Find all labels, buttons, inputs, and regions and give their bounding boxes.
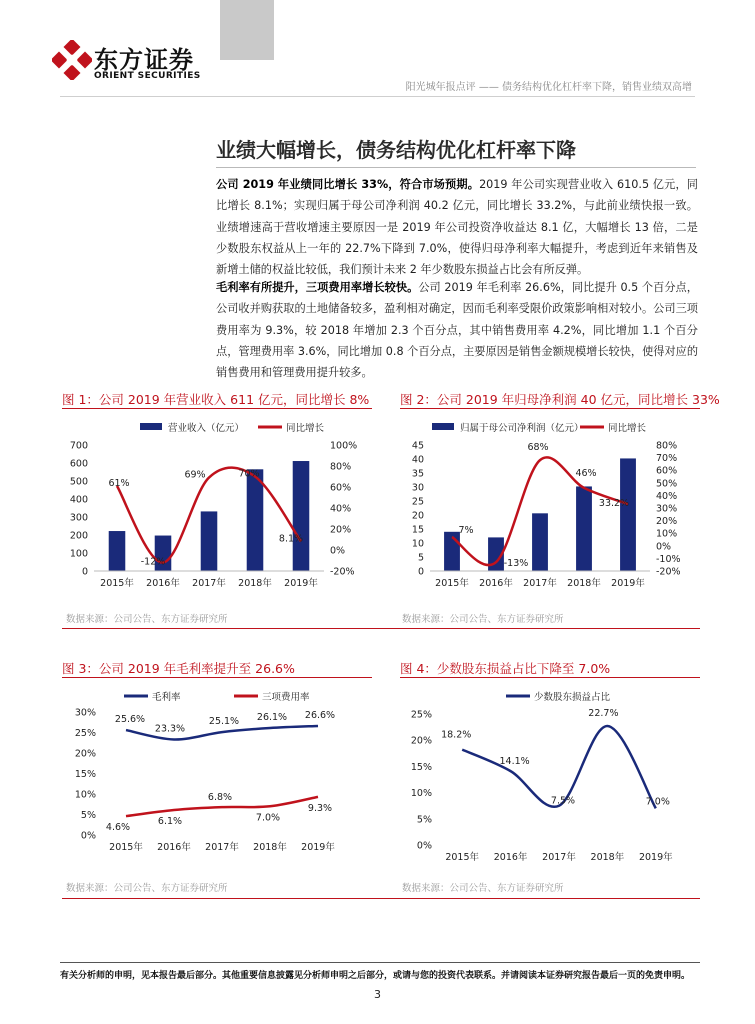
figure-4-rule xyxy=(400,677,700,678)
data-label: 68% xyxy=(527,442,549,454)
paragraph-2-body: 公司 2019 年毛利率 26.6%，同比提升 0.5 个百分点，公司收并购获取的土地储备较多，盈利相对确定，因而毛利率受限价政策影响相对较小。公司三项费用率为 9.3%，较 2018 年增加 2.3 个百分点，其中销售费用率 4.2%，同比增加 1.1 个百分点，管理费用率 3.6%，同比增加 0.8 个百分点，主要原因是销售金额规模增长较快，使得对应的销售费用和管理费用提升较多。 xyxy=(216,281,699,380)
y-tick-label-right: 50% xyxy=(656,478,678,490)
y-tick-label-right: -20% xyxy=(656,566,681,578)
y-tick-label-left: 400 xyxy=(69,494,88,506)
x-tick-label: 2017年 xyxy=(205,842,239,853)
page-number: 3 xyxy=(374,988,381,1001)
figure-3-rule xyxy=(62,677,372,678)
y-tick-label-right: 20% xyxy=(330,524,352,536)
data-label: 7.0% xyxy=(645,796,670,808)
y-tick-label: 5% xyxy=(416,814,432,826)
data-label: 26.1% xyxy=(256,711,288,723)
figure-1-rule xyxy=(62,408,372,409)
y-tick-label-left: 30 xyxy=(411,482,424,494)
y-tick-label-left: 40 xyxy=(411,454,424,466)
x-tick-label: 2016年 xyxy=(157,842,191,853)
header-gray-bar xyxy=(220,0,274,60)
x-tick-label: 2017年 xyxy=(523,578,557,589)
data-label: 69% xyxy=(184,469,206,481)
figure-3-title: 图 3：公司 2019 年毛利率提升至 26.6% xyxy=(62,661,295,676)
x-tick-label: 2019年 xyxy=(611,578,645,589)
y-tick-label: 0% xyxy=(416,840,432,852)
y-tick-label-right: 60% xyxy=(656,465,678,477)
paragraph-1-lead: 公司 2019 年业绩同比增长 33%，符合市场预期。 xyxy=(216,178,480,191)
x-tick-label: 2016年 xyxy=(479,578,513,589)
y-tick-label-left: 0 xyxy=(417,566,424,578)
data-label: 61% xyxy=(108,477,130,489)
bar xyxy=(109,531,126,571)
y-tick-label-right: 40% xyxy=(656,490,678,502)
data-label: 6.1% xyxy=(157,815,183,827)
data-label: 7.5% xyxy=(550,795,576,807)
figure-1-title: 图 1：公司 2019 年营业收入 611 亿元，同比增长 8% xyxy=(62,392,370,407)
data-label: 7% xyxy=(458,524,474,536)
y-tick-label-left: 700 xyxy=(69,440,88,452)
legend-label: 归属于母公司净利润（亿元） xyxy=(460,423,584,434)
paragraph-2-lead: 毛利率有所提升，三项费用率增长较快。 xyxy=(216,281,419,294)
y-tick-label: 5% xyxy=(80,810,96,821)
data-label: 6.8% xyxy=(207,792,233,804)
y-tick-label-left: 600 xyxy=(69,458,88,470)
y-tick-label: 15% xyxy=(410,761,432,773)
y-tick-label: 25% xyxy=(74,728,96,739)
figure-4-title: 图 4：少数股东损益占比下降至 7.0% xyxy=(400,661,611,676)
figure-4-source: 数据来源：公司公告、东方证券研究所 xyxy=(402,883,564,894)
data-label: 7.0% xyxy=(255,812,281,824)
y-tick-label-left: 0 xyxy=(81,566,88,578)
x-tick-label: 2016年 xyxy=(146,578,180,589)
data-label: 25.1% xyxy=(208,716,240,728)
data-label: 46% xyxy=(575,467,597,479)
bar xyxy=(532,513,548,571)
y-tick-label-right: 20% xyxy=(656,516,678,528)
data-label: 33.2% xyxy=(598,497,630,509)
y-tick-label-left: 35 xyxy=(411,468,424,480)
data-label: 23.3% xyxy=(154,723,186,735)
data-label: 9.3% xyxy=(307,802,333,814)
figure-1-source: 数据来源：公司公告、东方证券研究所 xyxy=(66,614,228,625)
section-title: 业绩大幅增长，债务结构优化杠杆率下降 xyxy=(216,138,576,162)
x-tick-label: 2015年 xyxy=(100,578,134,589)
bar xyxy=(247,469,264,571)
x-tick-label: 2018年 xyxy=(238,578,272,589)
legend-label: 同比增长 xyxy=(608,423,647,434)
y-tick-label-right: -10% xyxy=(656,553,681,565)
y-tick-label-right: 10% xyxy=(656,528,678,540)
y-tick-label-right: 0% xyxy=(330,545,346,557)
bar xyxy=(293,461,310,571)
bar xyxy=(201,511,218,571)
data-label: -13% xyxy=(503,558,529,570)
data-label: 4.6% xyxy=(105,822,131,834)
x-tick-label: 2018年 xyxy=(567,578,601,589)
y-tick-label-right: 60% xyxy=(330,482,352,494)
legend-swatch xyxy=(140,423,162,430)
chart-net-profit xyxy=(400,412,700,598)
x-tick-label: 2019年 xyxy=(284,578,318,589)
y-tick-label: 15% xyxy=(74,769,96,780)
row-2-divider xyxy=(62,898,700,899)
data-label: 70% xyxy=(238,468,260,480)
y-tick-label-left: 200 xyxy=(69,530,88,542)
header-report-title: 阳光城年报点评 —— 债务结构优化杠杆率下降，销售业绩双高增 xyxy=(405,82,692,93)
x-tick-label: 2019年 xyxy=(638,852,673,863)
orient-logo-icon xyxy=(52,40,92,80)
y-tick-label-right: 80% xyxy=(330,461,352,473)
legend-label: 营业收入（亿元） xyxy=(168,423,245,434)
footer-disclaimer: 有关分析师的申明，见本报告最后部分。其他重要信息披露见分析师申明之后部分，或请与您的投资代表联系。并请阅读本证券研究报告最后一页的免责申明。 xyxy=(60,971,691,981)
y-tick-label-left: 500 xyxy=(69,476,88,488)
y-tick-label-left: 20 xyxy=(411,510,424,522)
x-tick-label: 2018年 xyxy=(253,842,287,853)
logo-cn-text: 东方证券 xyxy=(94,46,194,74)
y-tick-label-right: 80% xyxy=(656,440,678,452)
y-tick-label: 10% xyxy=(74,789,96,801)
paragraph-1 xyxy=(216,174,698,280)
y-tick-label-left: 100 xyxy=(69,548,88,560)
y-tick-label-right: 70% xyxy=(656,453,678,465)
paragraph-2 xyxy=(216,277,698,383)
data-label: 14.1% xyxy=(499,756,530,768)
header-divider xyxy=(60,96,695,97)
y-tick-label-right: 100% xyxy=(330,440,358,452)
title-divider xyxy=(216,167,696,168)
x-tick-label: 2015年 xyxy=(109,842,143,853)
figure-3-source: 数据来源：公司公告、东方证券研究所 xyxy=(66,883,228,894)
data-label: 25.6% xyxy=(114,714,146,726)
x-tick-label: 2016年 xyxy=(493,852,528,863)
bar xyxy=(576,486,592,571)
y-tick-label-left: 300 xyxy=(69,512,88,524)
y-tick-label: 10% xyxy=(410,788,432,800)
paragraph-1-body: 2019 年公司实现营业收入 610.5 亿元，同比增长 8.1%；实现归属于母公司净利润 40.2 亿元，同比增长 33.2%，与此前业绩快报一致。业绩增速高于营收增速主要原因一是 2019 年公司投资净收益达 8.1 亿，大幅增长 13 倍，二是少数股东权益从上一年的 22.7%下降到 7.0%，使得归母净利率大幅提升，考虑到近年来销售及新增土储的权益比较低，我们预计未来 2 年少数股东损益占比会有所反弹。 xyxy=(216,178,698,277)
y-tick-label-left: 45 xyxy=(411,440,424,452)
bar xyxy=(620,458,636,571)
x-tick-label: 2017年 xyxy=(192,578,226,589)
y-tick-label-right: 30% xyxy=(656,503,678,515)
row-1-divider xyxy=(62,628,700,629)
figure-2-title: 图 2：公司 2019 年归母净利润 40 亿元，同比增长 33% xyxy=(400,392,720,407)
data-label: 22.7% xyxy=(588,708,619,720)
y-tick-label-left: 5 xyxy=(417,552,424,564)
data-label: 26.6% xyxy=(304,709,336,721)
y-tick-label: 25% xyxy=(410,709,432,721)
y-tick-label-right: -20% xyxy=(330,566,355,578)
legend-label: 少数股东损益占比 xyxy=(534,692,611,703)
y-tick-label: 30% xyxy=(74,707,96,719)
y-tick-label-left: 15 xyxy=(411,524,424,536)
y-tick-label-left: 10 xyxy=(411,538,424,550)
legend-label: 毛利率 xyxy=(152,692,181,703)
figure-2-rule xyxy=(400,408,700,409)
chart-minority-share xyxy=(400,683,700,863)
x-tick-label: 2015年 xyxy=(435,578,469,589)
data-label: 8.1% xyxy=(278,533,304,545)
chart-revenue xyxy=(62,412,374,598)
logo-en-text: ORIENT SECURITIES xyxy=(94,71,201,81)
legend-label: 三项费用率 xyxy=(262,692,310,703)
y-tick-label-right: 0% xyxy=(656,541,672,553)
x-tick-label: 2015年 xyxy=(445,852,480,863)
y-tick-label-left: 25 xyxy=(411,496,424,508)
y-tick-label: 20% xyxy=(410,735,432,747)
chart-margin xyxy=(62,683,374,863)
x-tick-label: 2018年 xyxy=(590,852,625,863)
footer-divider xyxy=(60,962,700,963)
x-tick-label: 2019年 xyxy=(301,842,335,853)
x-tick-label: 2017年 xyxy=(542,852,576,863)
legend-swatch xyxy=(432,423,454,430)
data-label: -12% xyxy=(140,556,166,568)
data-label: 18.2% xyxy=(441,729,472,741)
y-tick-label-right: 40% xyxy=(330,503,352,515)
figure-2-source: 数据来源：公司公告、东方证券研究所 xyxy=(402,614,564,625)
legend-label: 同比增长 xyxy=(286,423,325,434)
y-tick-label: 0% xyxy=(80,830,96,842)
y-tick-label: 20% xyxy=(74,748,96,760)
